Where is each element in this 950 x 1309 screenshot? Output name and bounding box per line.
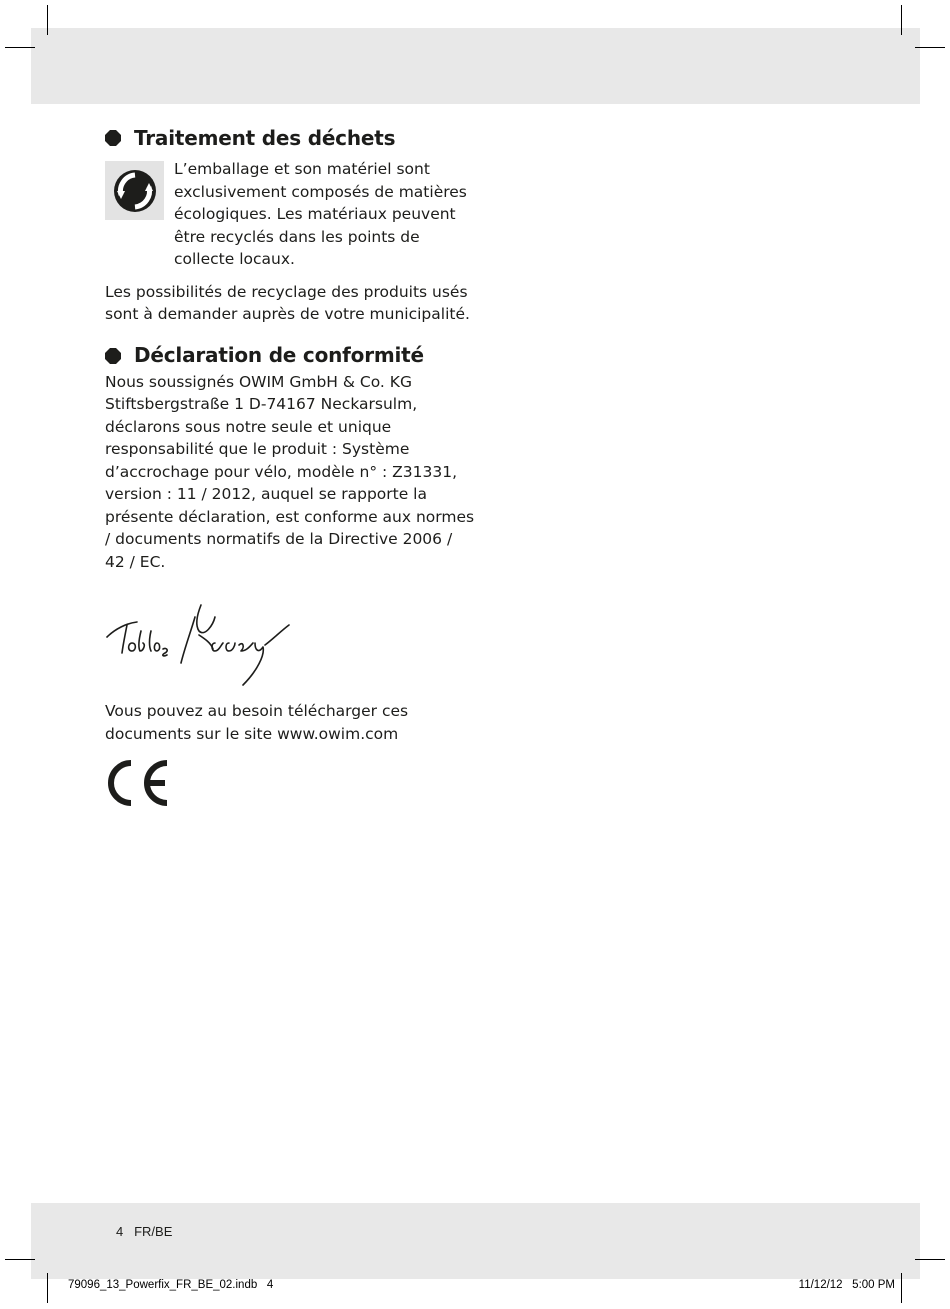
page-number-value: 4: [116, 1224, 124, 1239]
language-code: FR/BE: [134, 1224, 173, 1239]
page-number: [116, 1224, 172, 1239]
file-slug: 79096_13_Powerfix_FR_BE_02.indb 4: [68, 1279, 274, 1291]
crop-mark: [47, 5, 48, 35]
crop-mark: [47, 1273, 48, 1303]
conformity-heading-text: Déclaration de conformité: [134, 343, 424, 368]
crop-mark: [901, 5, 902, 35]
signature: [105, 595, 475, 690]
green-dot-recycle-icon: [105, 161, 164, 220]
bottom-band: [31, 1203, 920, 1279]
ce-mark-icon: [105, 759, 475, 807]
octagon-bullet-icon: [105, 130, 121, 146]
crop-mark: [915, 1259, 945, 1260]
recycle-text: L’emballage et son matériel sont exclusivement composés de matières écologiques. Les matériaux peuvent être recyclés dans les points de collecte locaux.: [174, 160, 467, 268]
crop-mark: [901, 1273, 902, 1303]
crop-mark: [5, 47, 35, 48]
conformity-heading: [105, 342, 475, 370]
waste-heading-text: Traitement des déchets: [134, 125, 396, 150]
crop-mark: [915, 47, 945, 48]
recycle-block: [105, 158, 475, 271]
top-band: [31, 28, 920, 104]
municipality-text: Les possibilités de recyclage des produits usés sont à demander auprès de votre municipalité.: [105, 282, 470, 323]
page-content: [105, 124, 475, 807]
waste-heading: [105, 124, 475, 152]
crop-mark: [5, 1259, 35, 1260]
octagon-bullet-icon: [105, 348, 121, 364]
download-text: Vous pouvez au besoin télécharger ces documents sur le site www.owim.com: [105, 702, 409, 743]
print-date: 11/12/12 5:00 PM: [798, 1279, 895, 1291]
declaration-text: Nous soussignés OWIM GmbH & Co. KG Stiftsbergstraße 1 D-74167 Neckarsulm, déclarons sous notre seule et unique responsabilité que le produit : Système d’accrochage pour vélo, modèle n° : Z31331, version : 11 / 2012, auquel se rapporte la présente déclaration, est conforme aux normes / documents normatifs de la Directive 2006 / 42 / EC.: [105, 372, 475, 571]
